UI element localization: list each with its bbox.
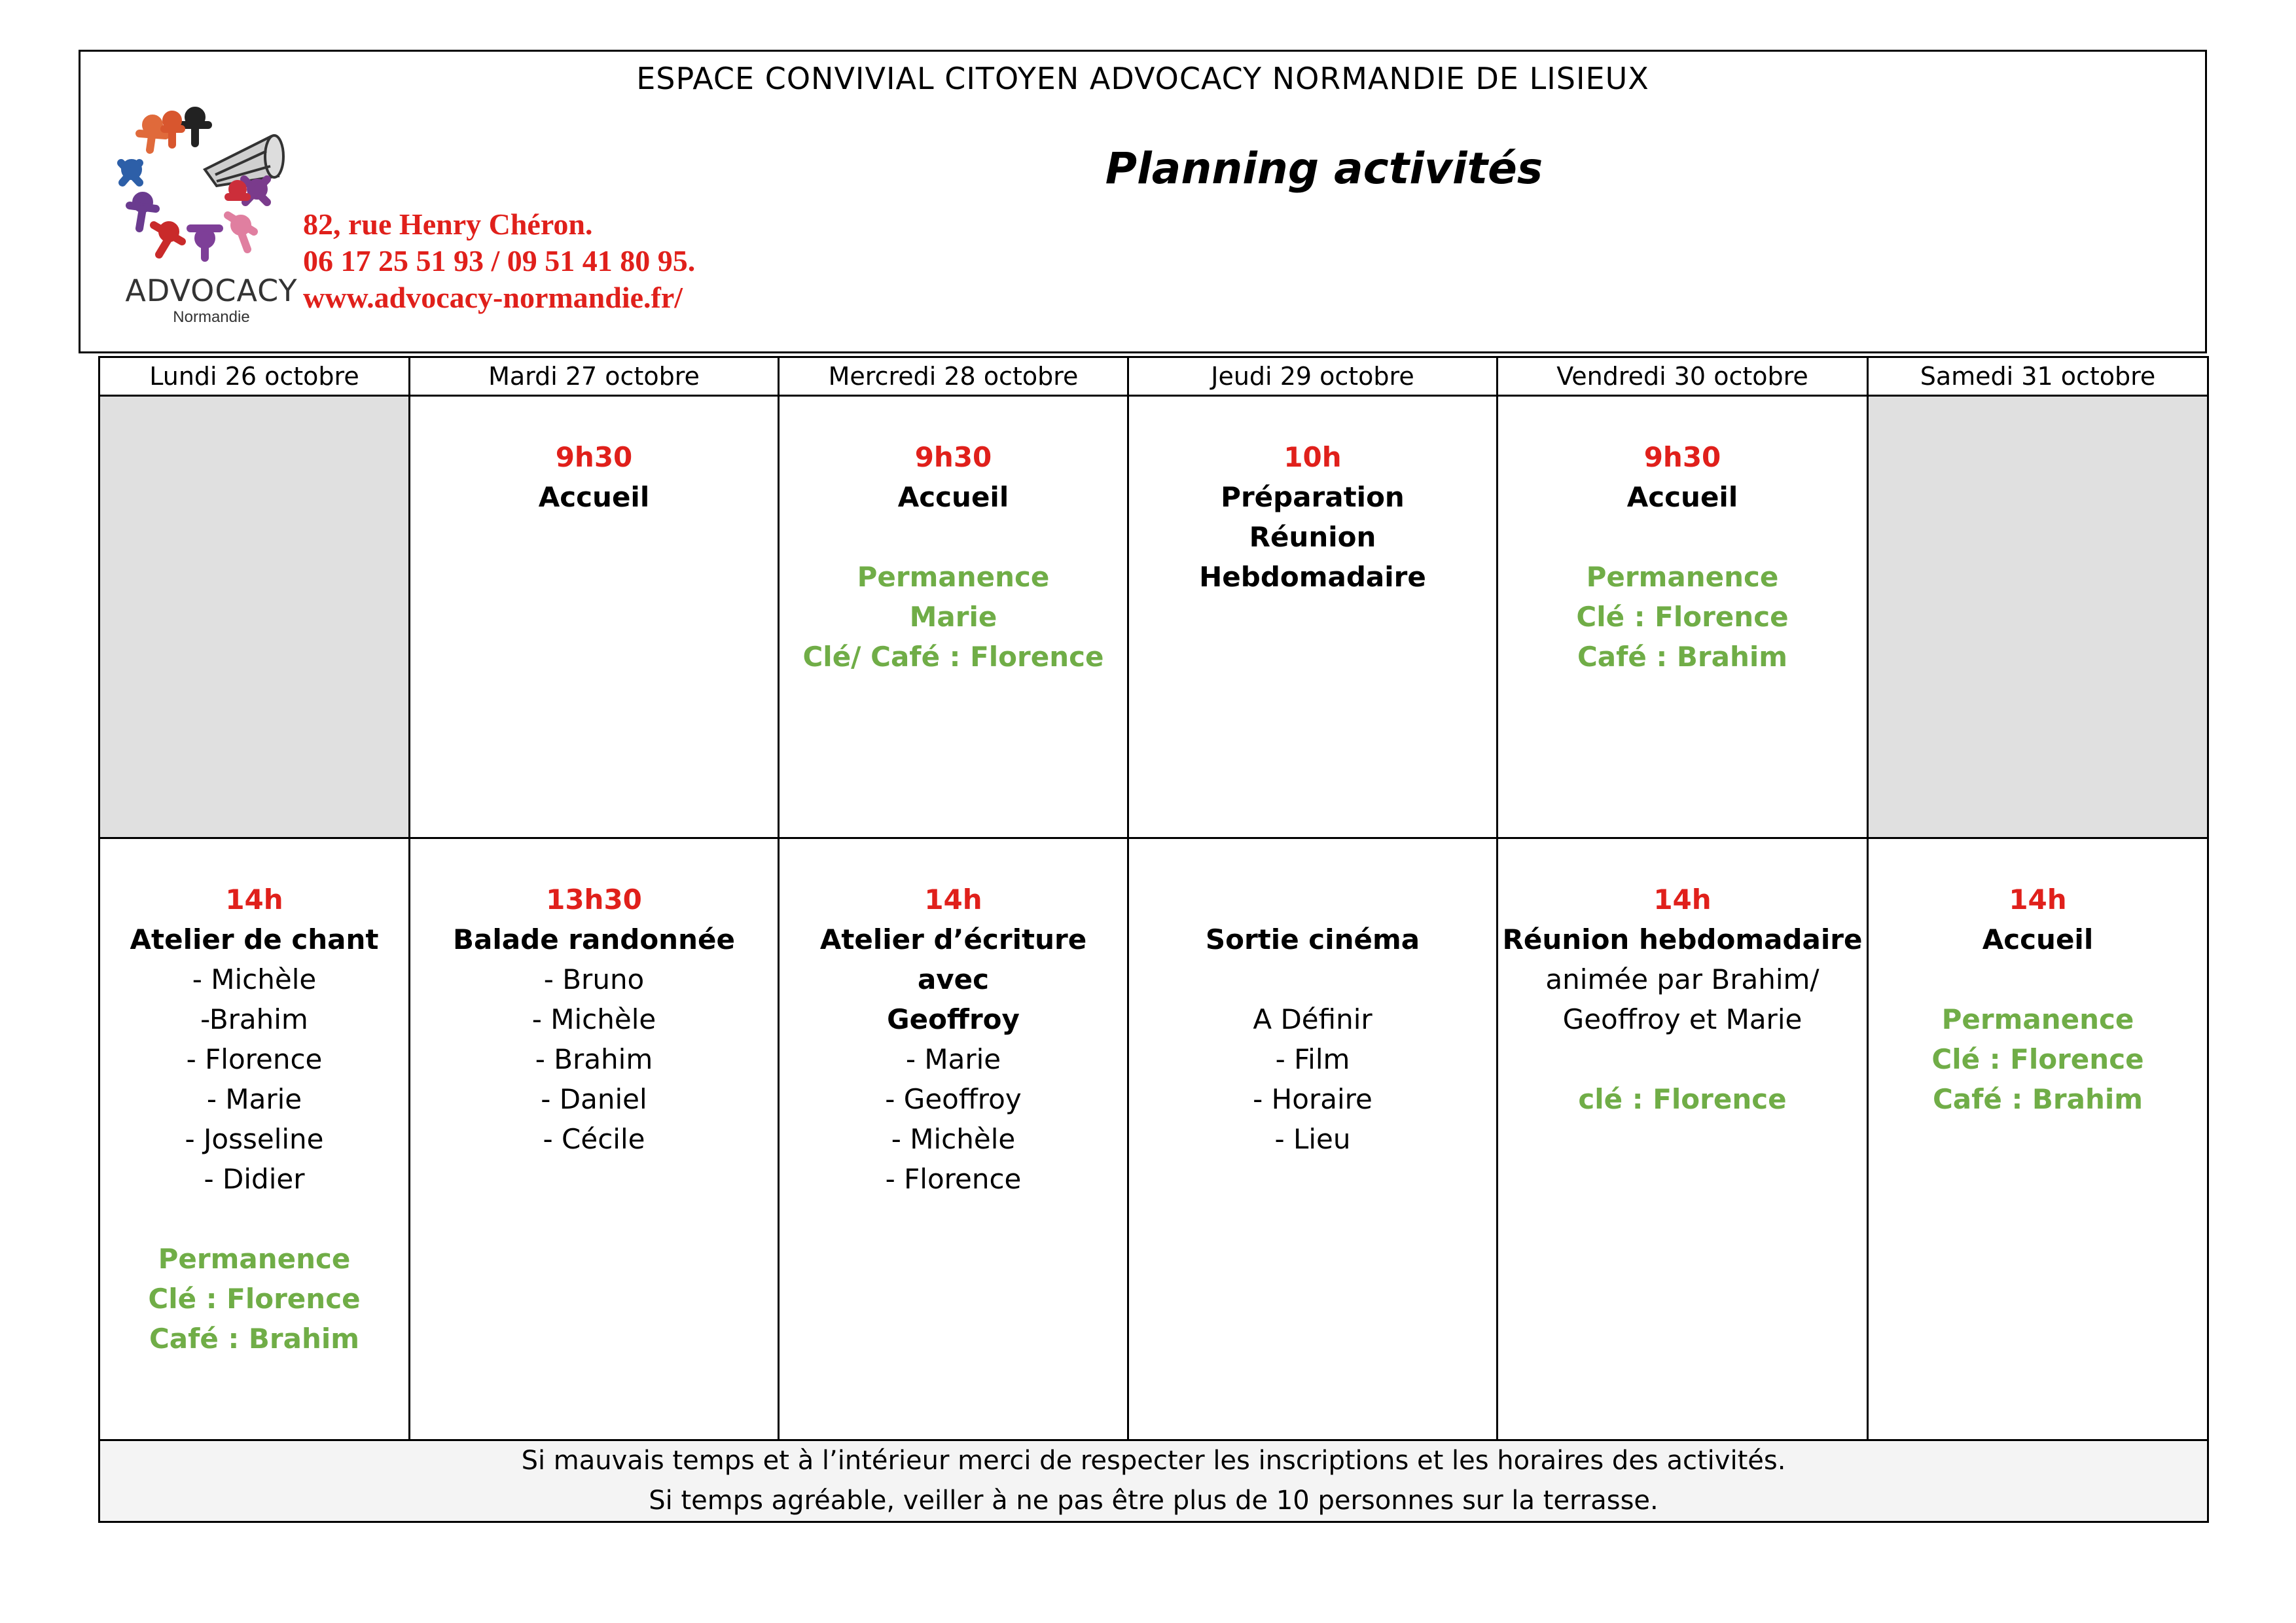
page-title: Planning activités [1105,143,1543,194]
afternoon-mardi [410,838,779,1440]
note-line: Si mauvais temps et à l’intérieur merci de respecter les inscriptions et les horaires des activités. [521,1446,1786,1476]
schedule-table [98,356,2209,1523]
participant: - Geoffroy [885,1083,1022,1115]
staff-line: Café : Brahim [1932,1083,2144,1115]
day-header-row [99,357,2208,396]
morning-vendredi [1498,396,1868,838]
day-header-mardi: Mardi 27 octobre [410,357,779,396]
afternoon-vendredi [1498,838,1868,1440]
staff-line: Clé : Florence [1931,1043,2144,1075]
event-title: Réunion hebdomadaire [1502,923,1863,955]
morning-jeudi [1128,396,1498,838]
event-title: Accueil [897,481,1009,513]
day-header-jeudi: Jeudi 29 octobre [1128,357,1498,396]
participant: - Cécile [543,1123,645,1155]
staff-line: Permanence [1586,561,1779,593]
staff-line: Marie [909,601,997,633]
event-title: Atelier de chant [130,923,379,955]
detail-line: Geoffroy et Marie [1562,1003,1803,1035]
participant: - Michèle [891,1123,1016,1155]
event-title-line: Atelier d’écriture avec [819,923,1087,995]
detail-line: - Horaire [1253,1083,1372,1115]
event-time: 14h [225,883,283,916]
event-title: Accueil [538,481,650,513]
address: 82, rue Henry Chéron. [303,207,593,241]
event-title-line: Geoffroy [887,1003,1020,1035]
event-time: 9h30 [914,441,992,473]
afternoon-samedi [1868,838,2208,1440]
logo-subtitle: Normandie [173,308,250,326]
day-header-samedi: Samedi 31 octobre [1868,357,2208,396]
event-title: Accueil [1626,481,1738,513]
header-box [79,50,2207,353]
staff-line: Permanence [1941,1003,2134,1035]
event-time: 14h [2009,883,2067,916]
participant: - Daniel [541,1083,647,1115]
event-time: 10h [1283,441,1342,473]
participant: -Brahim [200,1003,308,1035]
website-link[interactable]: www.advocacy-normandie.fr/ [303,281,683,314]
participant: - Michèle [192,963,317,995]
event-time: 14h [924,883,982,916]
morning-samedi-empty [1868,396,2208,838]
participant: - Bruno [543,963,645,995]
participant: - Florence [186,1043,323,1075]
event-title: Sortie cinéma [1205,923,1420,955]
participant: - Florence [885,1163,1022,1195]
detail-line: - Film [1275,1043,1350,1075]
afternoon-mercredi [779,838,1128,1440]
participant: - Marie [206,1083,302,1115]
morning-lundi-empty [99,396,410,838]
contact-block [303,206,695,316]
afternoon-lundi [99,838,410,1440]
event-title: Accueil [1982,923,2094,955]
participant: - Josseline [185,1123,324,1155]
participant: - Marie [905,1043,1001,1075]
afternoon-row [99,838,2208,1440]
event-time: 9h30 [1643,441,1721,473]
staff-line: clé : Florence [1578,1083,1787,1115]
phone-numbers: 06 17 25 51 93 / 09 51 41 80 95. [303,244,696,277]
org-title: ESPACE CONVIVIAL CITOYEN ADVOCACY NORMANDIE DE LISIEUX [636,61,1649,96]
participant: - Brahim [535,1043,653,1075]
participant: - Michèle [531,1003,656,1035]
notes-cell [99,1440,2208,1522]
logo-text: ADVOCACY [125,273,298,308]
morning-mercredi [779,396,1128,838]
staff-line: Permanence [857,561,1050,593]
staff-line: Permanence [158,1243,351,1275]
event-time: 13h30 [546,883,642,916]
event-time: 14h [1653,883,1712,916]
people-circle-icon [107,98,316,274]
staff-line: Clé : Florence [1576,601,1789,633]
day-header-vendredi: Vendredi 30 octobre [1498,357,1868,396]
staff-line: Café : Brahim [149,1323,360,1355]
event-time: 9h30 [555,441,633,473]
detail-line: animée par Brahim/ [1545,963,1820,995]
day-header-lundi: Lundi 26 octobre [99,357,410,396]
detail-line: A Définir [1253,1003,1372,1035]
event-title: Balade randonnée [453,923,735,955]
afternoon-jeudi [1128,838,1498,1440]
morning-mardi [410,396,779,838]
staff-line: Clé/ Café : Florence [802,641,1104,673]
participant: - Didier [204,1163,305,1195]
event-title-line: Hebdomadaire [1199,561,1426,593]
detail-line: - Lieu [1274,1123,1351,1155]
note-line: Si temps agréable, veiller à ne pas être plus de 10 personnes sur la terrasse. [649,1486,1659,1516]
event-title-line: Préparation [1221,481,1405,513]
staff-line: Clé : Florence [148,1283,361,1315]
staff-line: Café : Brahim [1577,641,1788,673]
morning-row [99,396,2208,838]
event-title-line: Réunion [1249,521,1376,553]
advocacy-logo [107,98,316,327]
notes-row [99,1440,2208,1522]
day-header-mercredi: Mercredi 28 octobre [779,357,1128,396]
